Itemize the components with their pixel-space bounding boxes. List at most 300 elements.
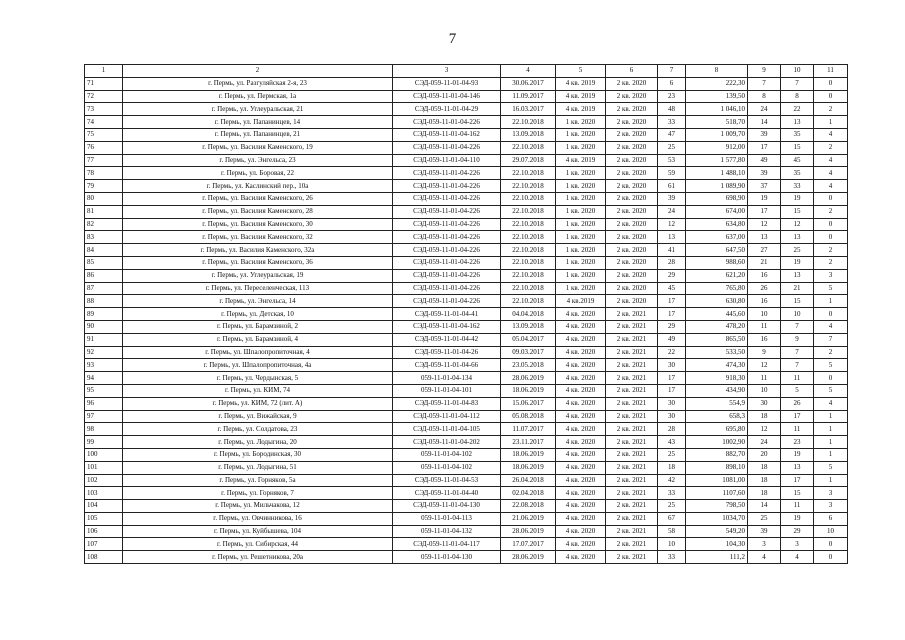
cell-residents: 42 [658,474,686,487]
cell-count-b: 3 [814,487,848,500]
cell-count-b: 4 [814,320,848,333]
cell-quarter-end: 2 кв. 2021 [606,320,658,333]
cell-area: 1 046,10 [686,103,748,116]
cell-count-a: 12 [781,218,814,231]
cell-residents: 33 [658,487,686,500]
cell-address: г. Пермь, ул. Папанинцев, 14 [123,116,393,129]
cell-residents: 18 [658,461,686,474]
cell-area: 882,70 [686,448,748,461]
cell-count-a: 21 [781,282,814,295]
cell-address: г. Пермь, ул. Переселенческая, 113 [123,282,393,295]
cell-quarter-start: 4 кв. 2020 [556,487,606,500]
cell-document-date: 22.10.2018 [501,295,556,308]
cell-document-date: 22.10.2018 [501,192,556,205]
cell-row-number: 107 [85,538,123,551]
cell-quarter-start: 4 кв. 2020 [556,474,606,487]
cell-quarter-end: 2 кв. 2020 [606,180,658,193]
cell-row-number: 95 [85,384,123,397]
cell-document-date: 22.10.2018 [501,218,556,231]
cell-document-date: 22.10.2018 [501,231,556,244]
cell-residents: 17 [658,295,686,308]
cell-document-number: 059-11-01-04-130 [393,551,501,564]
column-header-5: 5 [556,65,606,78]
cell-total-count: 20 [748,448,781,461]
table-row [85,308,848,321]
cell-row-number: 81 [85,205,123,218]
cell-quarter-start: 1 кв. 2020 [556,256,606,269]
cell-quarter-start: 4 кв. 2020 [556,333,606,346]
cell-residents: 59 [658,167,686,180]
cell-row-number: 94 [85,372,123,385]
cell-area: 918,30 [686,372,748,385]
column-header-3: 3 [393,65,501,78]
cell-row-number: 89 [85,308,123,321]
cell-total-count: 16 [748,269,781,282]
cell-area: 630,80 [686,295,748,308]
table-row [85,192,848,205]
cell-row-number: 84 [85,244,123,257]
cell-quarter-end: 2 кв. 2020 [606,116,658,129]
cell-row-number: 72 [85,90,123,103]
cell-count-a: 19 [781,512,814,525]
cell-quarter-end: 2 кв. 2020 [606,218,658,231]
cell-address: г. Пермь, ул. Каслинский пер., 10а [123,180,393,193]
cell-count-b: 2 [814,103,848,116]
cell-row-number: 79 [85,180,123,193]
cell-count-a: 23 [781,436,814,449]
cell-document-date: 28.06.2019 [501,525,556,538]
cell-area: 518,70 [686,116,748,129]
cell-count-a: 17 [781,410,814,423]
table-row [85,282,848,295]
cell-quarter-end: 2 кв. 2021 [606,372,658,385]
cell-document-number: СЭД-059-11-01-04-162 [393,128,501,141]
cell-count-a: 13 [781,116,814,129]
cell-quarter-start: 1 кв. 2020 [556,141,606,154]
cell-quarter-start: 4 кв. 2020 [556,538,606,551]
table-row [85,410,848,423]
cell-quarter-end: 2 кв. 2020 [606,167,658,180]
cell-document-number: СЭД-059-11-01-04-112 [393,410,501,423]
cell-document-number: СЭД-059-11-01-04-105 [393,423,501,436]
cell-document-number: 059-11-01-04-132 [393,525,501,538]
cell-document-number: СЭД-059-11-01-04-226 [393,244,501,257]
cell-residents: 67 [658,512,686,525]
cell-quarter-end: 2 кв. 2021 [606,308,658,321]
table-row [85,77,848,90]
cell-count-b: 1 [814,436,848,449]
cell-quarter-end: 2 кв. 2021 [606,423,658,436]
cell-count-a: 11 [781,372,814,385]
cell-area: 658,3 [686,410,748,423]
cell-address: г. Пермь, ул. Шпалопропиточная, 4а [123,359,393,372]
cell-document-date: 26.04.2018 [501,474,556,487]
cell-quarter-end: 2 кв. 2020 [606,128,658,141]
cell-quarter-start: 1 кв. 2020 [556,269,606,282]
cell-document-date: 05.04.2017 [501,333,556,346]
cell-quarter-start: 1 кв. 2020 [556,282,606,295]
cell-area: 647,50 [686,244,748,257]
cell-residents: 28 [658,423,686,436]
cell-quarter-start: 4 кв. 2020 [556,436,606,449]
cell-total-count: 19 [748,192,781,205]
column-header-7: 7 [658,65,686,78]
table-row [85,167,848,180]
cell-total-count: 30 [748,397,781,410]
cell-address: г. Пермь, ул. Детская, 10 [123,308,393,321]
cell-row-number: 100 [85,448,123,461]
table-row [85,538,848,551]
cell-count-b: 0 [814,551,848,564]
cell-quarter-start: 1 кв. 2020 [556,244,606,257]
cell-area: 533,50 [686,346,748,359]
cell-quarter-start: 4 кв. 2020 [556,410,606,423]
cell-address: г. Пермь, ул. Овчинникова, 16 [123,512,393,525]
table-row [85,320,848,333]
cell-address: г. Пермь, ул. Василия Каменского, 26 [123,192,393,205]
cell-document-number: СЭД-059-11-01-04-226 [393,180,501,193]
cell-document-number: СЭД-059-11-01-04-117 [393,538,501,551]
cell-quarter-end: 2 кв. 2021 [606,538,658,551]
cell-document-date: 23.05.2018 [501,359,556,372]
cell-area: 912,00 [686,141,748,154]
cell-quarter-end: 2 кв. 2021 [606,461,658,474]
cell-area: 765,80 [686,282,748,295]
cell-count-b: 5 [814,461,848,474]
cell-row-number: 73 [85,103,123,116]
cell-residents: 29 [658,320,686,333]
cell-address: г. Пермь, ул. КИМ, 72 (лит. А) [123,397,393,410]
cell-document-date: 04.04.2018 [501,308,556,321]
cell-document-date: 21.06.2019 [501,512,556,525]
cell-count-a: 11 [781,500,814,513]
cell-document-date: 18.06.2019 [501,448,556,461]
cell-total-count: 3 [748,538,781,551]
cell-row-number: 85 [85,256,123,269]
cell-residents: 53 [658,154,686,167]
cell-count-b: 3 [814,269,848,282]
cell-area: 634,80 [686,218,748,231]
table-row [85,512,848,525]
cell-count-b: 0 [814,218,848,231]
cell-residents: 28 [658,256,686,269]
header-row [85,65,848,78]
cell-count-a: 19 [781,192,814,205]
cell-total-count: 39 [748,167,781,180]
cell-address: г. Пермь, ул. Мильчакова, 12 [123,500,393,513]
cell-residents: 25 [658,448,686,461]
cell-quarter-start: 1 кв. 2020 [556,167,606,180]
table-row [85,397,848,410]
cell-document-number: СЭД-059-11-01-04-162 [393,320,501,333]
cell-quarter-end: 2 кв. 2020 [606,103,658,116]
cell-residents: 25 [658,141,686,154]
cell-quarter-start: 4 кв. 2020 [556,551,606,564]
cell-document-date: 13.09.2018 [501,128,556,141]
cell-quarter-start: 4 кв. 2020 [556,500,606,513]
cell-document-number: СЭД-059-11-01-04-110 [393,154,501,167]
cell-quarter-end: 2 кв. 2021 [606,410,658,423]
cell-quarter-end: 2 кв. 2020 [606,282,658,295]
cell-document-date: 15.06.2017 [501,397,556,410]
cell-total-count: 12 [748,423,781,436]
cell-area: 1 009,70 [686,128,748,141]
cell-count-b: 4 [814,154,848,167]
cell-total-count: 16 [748,295,781,308]
table-row [85,116,848,129]
cell-document-date: 29.07.2018 [501,154,556,167]
cell-count-b: 4 [814,180,848,193]
cell-count-b: 7 [814,333,848,346]
cell-row-number: 80 [85,192,123,205]
cell-quarter-end: 2 кв. 2021 [606,487,658,500]
cell-quarter-end: 2 кв. 2020 [606,90,658,103]
cell-document-date: 22.10.2018 [501,244,556,257]
cell-quarter-end: 2 кв. 2020 [606,205,658,218]
cell-residents: 12 [658,218,686,231]
cell-count-b: 0 [814,372,848,385]
cell-row-number: 92 [85,346,123,359]
cell-row-number: 98 [85,423,123,436]
cell-residents: 33 [658,551,686,564]
cell-total-count: 17 [748,205,781,218]
cell-quarter-end: 2 кв. 2020 [606,231,658,244]
cell-row-number: 91 [85,333,123,346]
cell-count-b: 2 [814,244,848,257]
cell-area: 434,90 [686,384,748,397]
cell-total-count: 12 [748,218,781,231]
cell-residents: 30 [658,410,686,423]
cell-total-count: 12 [748,359,781,372]
cell-quarter-end: 2 кв. 2020 [606,141,658,154]
cell-address: г. Пермь, ул. Лодыгина, 20 [123,436,393,449]
cell-document-date: 22.08.2018 [501,500,556,513]
cell-area: 554,9 [686,397,748,410]
cell-area: 474,30 [686,359,748,372]
cell-count-a: 45 [781,154,814,167]
cell-address: г. Пермь, ул. Энгельса, 14 [123,295,393,308]
cell-document-date: 22.10.2018 [501,269,556,282]
table-row [85,384,848,397]
cell-residents: 23 [658,90,686,103]
cell-residents: 61 [658,180,686,193]
cell-area: 445,60 [686,308,748,321]
table-row [85,103,848,116]
cell-document-number: 059-11-01-04-113 [393,512,501,525]
cell-count-b: 0 [814,77,848,90]
cell-quarter-start: 4 кв. 2019 [556,77,606,90]
cell-document-number: СЭД-059-11-01-04-130 [393,500,501,513]
table-row [85,448,848,461]
cell-row-number: 87 [85,282,123,295]
cell-address: г. Пермь, ул. Вижайская, 9 [123,410,393,423]
cell-count-a: 4 [781,551,814,564]
cell-count-b: 0 [814,308,848,321]
cell-document-number: СЭД-059-11-01-04-226 [393,282,501,295]
cell-count-a: 7 [781,320,814,333]
table-row [85,346,848,359]
cell-residents: 24 [658,205,686,218]
cell-address: г. Пермь, ул. Василия Каменского, 36 [123,256,393,269]
cell-area: 1107,60 [686,487,748,500]
cell-quarter-end: 2 кв. 2021 [606,397,658,410]
cell-quarter-end: 2 кв. 2020 [606,77,658,90]
cell-count-b: 0 [814,538,848,551]
cell-area: 1 488,10 [686,167,748,180]
cell-count-b: 0 [814,90,848,103]
column-header-9: 9 [748,65,781,78]
cell-row-number: 96 [85,397,123,410]
cell-address: г. Пермь, ул. Папанинцев, 21 [123,128,393,141]
table-row [85,333,848,346]
cell-total-count: 49 [748,154,781,167]
column-header-11: 11 [814,65,848,78]
cell-area: 898,10 [686,461,748,474]
cell-document-number: СЭД-059-11-01-04-226 [393,116,501,129]
cell-total-count: 17 [748,141,781,154]
cell-count-b: 2 [814,205,848,218]
cell-document-date: 28.06.2019 [501,551,556,564]
cell-document-number: СЭД-059-11-01-04-66 [393,359,501,372]
cell-quarter-start: 4 кв. 2019 [556,90,606,103]
cell-residents: 17 [658,372,686,385]
cell-count-a: 7 [781,346,814,359]
cell-address: г. Пермь, ул. Василия Каменского, 19 [123,141,393,154]
cell-count-b: 4 [814,128,848,141]
cell-quarter-end: 2 кв. 2021 [606,525,658,538]
cell-address: г. Пермь, ул. Горнякoв, 5а [123,474,393,487]
cell-document-date: 11.09.2017 [501,90,556,103]
cell-quarter-end: 2 кв. 2021 [606,500,658,513]
cell-document-number: СЭД-059-11-01-04-53 [393,474,501,487]
cell-count-a: 15 [781,141,814,154]
cell-area: 865,50 [686,333,748,346]
cell-total-count: 10 [748,308,781,321]
cell-count-b: 1 [814,448,848,461]
cell-area: 988,60 [686,256,748,269]
cell-quarter-start: 1 кв. 2020 [556,116,606,129]
cell-quarter-end: 2 кв. 2021 [606,448,658,461]
cell-total-count: 13 [748,231,781,244]
cell-address: г. Пермь, ул. Василия Каменского, 28 [123,205,393,218]
column-header-10: 10 [781,65,814,78]
cell-quarter-start: 4 кв. 2020 [556,308,606,321]
cell-count-b: 2 [814,256,848,269]
cell-row-number: 71 [85,77,123,90]
cell-residents: 30 [658,359,686,372]
cell-area: 478,20 [686,320,748,333]
cell-document-date: 05.08.2018 [501,410,556,423]
cell-row-number: 102 [85,474,123,487]
cell-address: г. Пермь, ул. Василия Каменского, 32а [123,244,393,257]
table-row [85,244,848,257]
cell-total-count: 21 [748,256,781,269]
cell-row-number: 103 [85,487,123,500]
cell-area: 698,90 [686,192,748,205]
cell-quarter-end: 2 кв. 2021 [606,384,658,397]
cell-residents: 13 [658,231,686,244]
cell-row-number: 90 [85,320,123,333]
cell-area: 104,30 [686,538,748,551]
table-row [85,269,848,282]
cell-document-number: СЭД-059-11-01-04-226 [393,231,501,244]
cell-quarter-start: 4 кв. 2020 [556,346,606,359]
cell-document-number: СЭД-059-11-01-04-226 [393,192,501,205]
cell-total-count: 4 [748,551,781,564]
cell-count-a: 33 [781,180,814,193]
cell-document-date: 16.03.2017 [501,103,556,116]
cell-residents: 6 [658,77,686,90]
table-row [85,205,848,218]
cell-quarter-end: 2 кв. 2021 [606,359,658,372]
cell-count-b: 0 [814,192,848,205]
cell-count-a: 19 [781,448,814,461]
cell-document-number: СЭД-059-11-01-04-226 [393,218,501,231]
cell-count-a: 13 [781,269,814,282]
cell-count-a: 29 [781,525,814,538]
cell-quarter-end: 2 кв. 2021 [606,512,658,525]
cell-address: г. Пермь, ул. Энгельса, 23 [123,154,393,167]
cell-document-number: СЭД-059-11-01-04-226 [393,167,501,180]
table-row [85,359,848,372]
cell-total-count: 14 [748,500,781,513]
cell-document-date: 13.09.2018 [501,320,556,333]
cell-address: г. Пермь, ул. Солдатова, 23 [123,423,393,436]
cell-document-number: СЭД-059-11-01-04-146 [393,90,501,103]
cell-quarter-start: 1 кв. 2020 [556,180,606,193]
cell-document-number: СЭД-059-11-01-04-26 [393,346,501,359]
cell-row-number: 88 [85,295,123,308]
cell-address: г. Пермь, ул. Куйбышева, 104 [123,525,393,538]
cell-document-date: 18.06.2019 [501,384,556,397]
cell-document-number: СЭД-059-11-01-04-42 [393,333,501,346]
table-row [85,295,848,308]
cell-quarter-start: 1 кв. 2020 [556,192,606,205]
cell-count-a: 35 [781,128,814,141]
table-row [85,500,848,513]
cell-total-count: 18 [748,474,781,487]
cell-count-a: 7 [781,77,814,90]
cell-document-number: 059-11-01-04-101 [393,384,501,397]
column-header-2: 2 [123,65,393,78]
cell-residents: 45 [658,282,686,295]
cell-residents: 22 [658,346,686,359]
cell-count-a: 25 [781,244,814,257]
cell-residents: 39 [658,192,686,205]
cell-count-a: 5 [781,384,814,397]
cell-quarter-start: 4 кв. 2020 [556,525,606,538]
cell-count-b: 3 [814,500,848,513]
cell-quarter-start: 4 кв. 2020 [556,372,606,385]
cell-total-count: 18 [748,487,781,500]
cell-count-a: 13 [781,231,814,244]
cell-total-count: 27 [748,244,781,257]
cell-document-date: 30.06.2017 [501,77,556,90]
cell-row-number: 97 [85,410,123,423]
cell-row-number: 76 [85,141,123,154]
cell-quarter-end: 2 кв. 2021 [606,436,658,449]
cell-document-date: 18.06.2019 [501,461,556,474]
page-number: 7 [448,31,457,47]
cell-residents: 49 [658,333,686,346]
cell-total-count: 7 [748,77,781,90]
table-row [85,231,848,244]
cell-count-a: 15 [781,295,814,308]
cell-count-b: 1 [814,423,848,436]
cell-residents: 30 [658,397,686,410]
cell-count-b: 2 [814,141,848,154]
cell-quarter-end: 2 кв. 2020 [606,269,658,282]
